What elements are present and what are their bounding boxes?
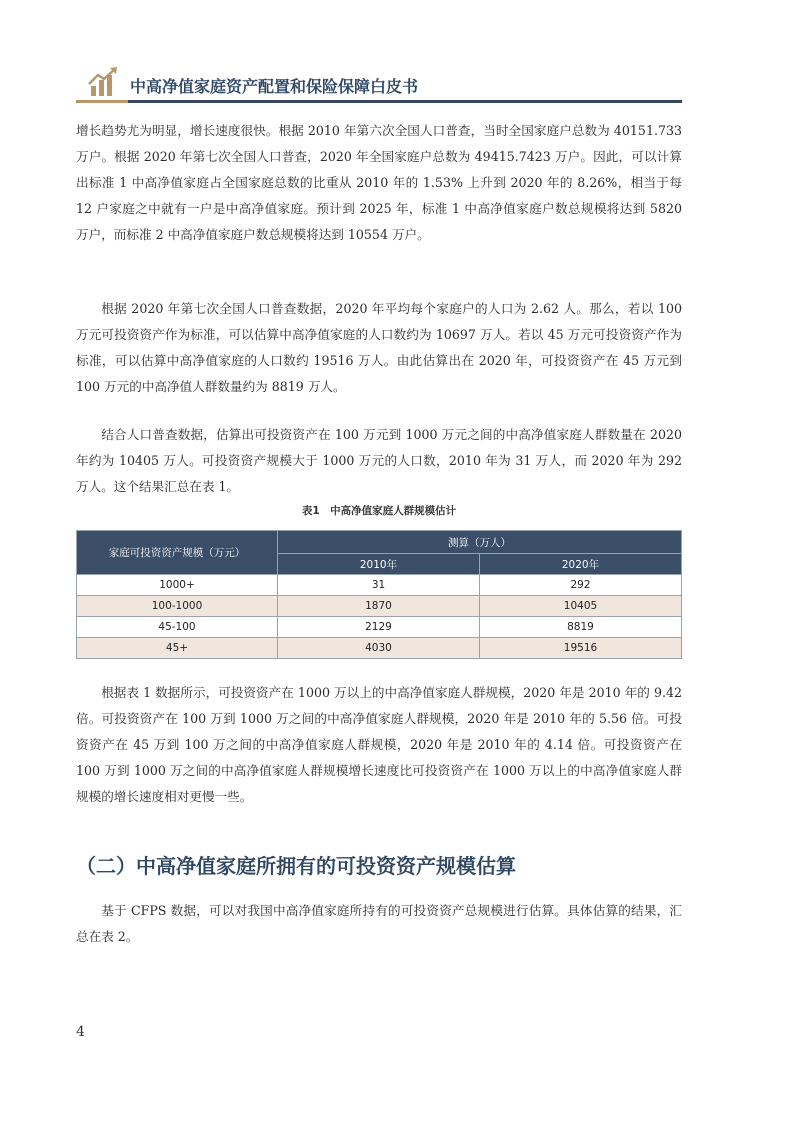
paragraph-4: 根据表 1 数据所示，可投资资产在 1000 万以上的中高净值家庭人群规模，2020 年是 2010 年的 9.42 倍。可投资资产在 100 万到 1000 万之间的中高净值家庭人群规模，2020 年是 2010 年的 5.56 倍。可投资资产在 45 万到 100 万之间的中高净值家庭人群规模，2020 年是 2010 年的 4.14 倍。可投资资产在 100 万到 1000 万之间的中高净值家庭人群规模增长速度比可投资资产在 1000 万以上的中高净值家庭人群规模的增长速度相对更慢一些。 <box>76 685 682 804</box>
table-caption: 表1 中高净值家庭人群规模估计 <box>301 505 457 517</box>
table-row <box>77 596 682 617</box>
column-header-2010: 2010年 <box>278 554 480 575</box>
cell-2020: 292 <box>480 575 682 596</box>
bar-chart-logo-icon <box>86 66 120 98</box>
table-row <box>77 575 682 596</box>
column-header-estimate: 测算（万人） <box>278 531 682 554</box>
row-label: 45-100 <box>77 617 278 638</box>
table-row <box>77 638 682 659</box>
row-label: 1000+ <box>77 575 278 596</box>
cell-2010: 4030 <box>278 638 480 659</box>
table-row <box>77 617 682 638</box>
paragraph-5: 基于 CFPS 数据，可以对我国中高净值家庭所持有的可投资资产总规模进行估算。具体估算的结果，汇总在表 2。 <box>76 903 682 944</box>
paragraph-2: 根据 2020 年第七次全国人口普查数据，2020 年平均每个家庭户的人口为 2.62 人。那么，若以 100 万元可投资资产作为标准，可以估算中高净值家庭的人口数约为 10697 万人。若以 45 万元可投资资产作为标准，可以估算中高净值家庭的人口数约 19516 万人。由此估算出在 2020 年，可投资资产在 45 万元到 100 万元的中高净值人群数量约为 8819 万人。 <box>76 301 682 394</box>
cell-2010: 31 <box>278 575 480 596</box>
section-title: （二）中高净值家庭所拥有的可投资资产规模估算 <box>76 854 516 878</box>
cell-2020: 19516 <box>480 638 682 659</box>
header-rule-accent <box>76 100 128 103</box>
cell-2010: 1870 <box>278 596 480 617</box>
row-label: 100-1000 <box>77 596 278 617</box>
paragraph-1: 增长趋势尤为明显，增长速度很快。根据 2010 年第六次全国人口普查，当时全国家庭户总数为 40151.733 万户。根据 2020 年第七次全国人口普查，2020 年全国家庭户总数为 49415.7423 万户。因此，可以计算出标准 1 中高净值家庭占全国家庭总数的比重从 2010 年的 1.53% 上升到 2020 年的 8.26%，相当于每 12 户家庭之中就有一户是中高净值家庭。预计到 2025 年，标准 1 中高净值家庭户数总规模将达到 5820 万户，而标准 2 中高净值家庭户数总规模将达到 10554 万户。 <box>76 123 682 242</box>
cell-2010: 2129 <box>278 617 480 638</box>
header-title: 中高净值家庭资产配置和保险保障白皮书 <box>130 77 419 96</box>
column-header-asset-scale: 家庭可投资资产规模（万元） <box>77 531 278 575</box>
paragraph-3: 结合人口普查数据，估算出可投资资产在 100 万元到 1000 万元之间的中高净值家庭人群数量在 2020 年约为 10405 万人。可投资资产规模大于 1000 万元的人口数，2010 年为 31 万人，而 2020 年为 292 万人。这个结果汇总在表 1。 <box>76 427 682 494</box>
header-rule <box>128 100 682 103</box>
population-table <box>76 530 682 659</box>
cell-2020: 8819 <box>480 617 682 638</box>
column-header-2020: 2020年 <box>480 554 682 575</box>
page-header <box>76 62 682 104</box>
row-label: 45+ <box>77 638 278 659</box>
cell-2020: 10405 <box>480 596 682 617</box>
page-number: 4 <box>76 1024 85 1040</box>
